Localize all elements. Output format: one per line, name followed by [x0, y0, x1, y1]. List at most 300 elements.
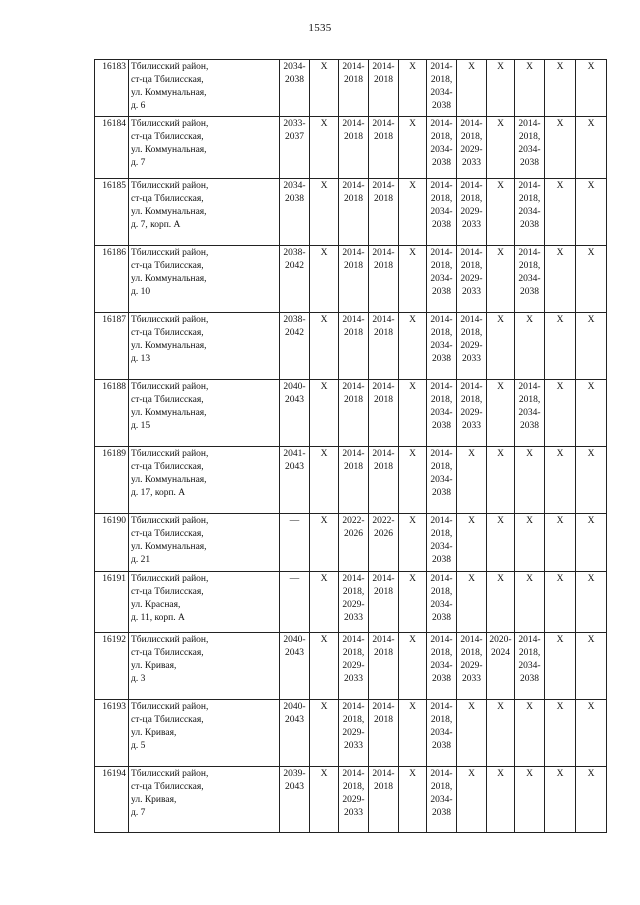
address-line: д. 6 — [131, 101, 146, 112]
period-line: 2014- — [372, 62, 395, 72]
period-line: 2018, — [430, 587, 453, 598]
address-line: д. 5 — [131, 741, 146, 752]
period-line: 2038 — [432, 613, 451, 624]
period-cell — [457, 246, 487, 313]
period-cell — [339, 313, 369, 380]
period-line: X — [587, 769, 595, 779]
address-line: ст-ца Тбилисская, — [131, 395, 204, 406]
period-line: 2018 — [374, 782, 393, 793]
period-line: 2018, — [342, 782, 365, 793]
period-line: X — [320, 769, 328, 779]
period-cell — [399, 179, 427, 246]
period-line: 2014- — [430, 516, 453, 526]
period-line: 2038- — [283, 248, 306, 258]
period-line: X — [320, 516, 328, 526]
row-number-cell: 16186 — [95, 246, 129, 313]
period-line: X — [587, 248, 595, 258]
period-cell — [280, 246, 310, 313]
period-line: X — [468, 62, 475, 72]
period-cell — [280, 572, 310, 633]
period-cell — [545, 767, 576, 833]
period-line: 2034- — [430, 661, 453, 672]
period-cell — [280, 117, 310, 179]
period-line: 2014- — [430, 248, 453, 258]
address-cell — [129, 767, 280, 833]
period-line: X — [320, 62, 328, 72]
period-line: X — [526, 315, 533, 325]
period-line: 2018 — [344, 395, 363, 406]
period-line: 2018 — [374, 132, 393, 143]
period-cell — [457, 700, 487, 767]
period-cell — [339, 633, 369, 700]
period-line: — — [289, 516, 300, 526]
period-line: 2018 — [344, 328, 363, 339]
period-cell — [339, 447, 369, 514]
period-line: 2042 — [285, 328, 304, 339]
address-line: Тбилисский район, — [131, 382, 209, 392]
period-cell — [576, 447, 607, 514]
period-line: 2014- — [430, 769, 453, 779]
period-cell — [457, 179, 487, 246]
registry-body — [95, 60, 607, 833]
period-line: X — [409, 516, 416, 526]
period-line: 2018 — [374, 194, 393, 205]
address-line: Тбилисский район, — [131, 449, 209, 459]
period-cell — [457, 117, 487, 179]
period-line: X — [409, 62, 416, 72]
period-line: X — [497, 382, 504, 392]
row-number-cell: 16185 — [95, 179, 129, 246]
period-cell — [515, 313, 545, 380]
period-line: 2014- — [518, 248, 541, 258]
address-cell — [129, 633, 280, 700]
period-cell — [515, 60, 545, 117]
period-cell — [576, 117, 607, 179]
address-line: ул. Коммунальная, — [131, 207, 207, 218]
period-cell — [515, 117, 545, 179]
period-line: 2038 — [432, 555, 451, 566]
period-cell — [427, 572, 457, 633]
period-cell — [427, 313, 457, 380]
period-cell — [545, 60, 576, 117]
period-line: X — [556, 635, 564, 645]
period-line: 2033 — [462, 421, 481, 432]
table-row — [95, 179, 607, 246]
period-line: 2034- — [430, 207, 453, 218]
period-line: X — [556, 449, 564, 459]
period-line: 2014- — [460, 315, 483, 325]
period-line: 2038 — [520, 674, 539, 685]
period-line: 2014- — [372, 382, 395, 392]
period-line: 2038 — [432, 158, 451, 169]
period-cell — [457, 313, 487, 380]
period-cell — [310, 700, 339, 767]
period-cell — [339, 572, 369, 633]
address-cell — [129, 380, 280, 447]
table-row — [95, 700, 607, 767]
address-line: ул. Кривая, — [131, 795, 177, 806]
address-line: ул. Кривая, — [131, 728, 177, 739]
period-line: 2018, — [430, 782, 453, 793]
period-cell — [339, 514, 369, 572]
period-cell — [280, 313, 310, 380]
period-cell — [515, 246, 545, 313]
address-line: ст-ца Тбилисская, — [131, 194, 204, 205]
period-cell — [399, 60, 427, 117]
period-cell — [487, 447, 515, 514]
period-line: 2043 — [285, 782, 304, 793]
period-line: 2014- — [342, 181, 365, 191]
period-cell — [545, 514, 576, 572]
period-cell — [339, 117, 369, 179]
row-number-cell: 16193 — [95, 700, 129, 767]
period-line: 2018, — [460, 328, 483, 339]
period-line: 2014- — [518, 181, 541, 191]
period-cell — [457, 633, 487, 700]
period-cell — [310, 380, 339, 447]
table-row — [95, 633, 607, 700]
address-cell — [129, 514, 280, 572]
period-line: 2033 — [344, 741, 363, 752]
period-line: X — [409, 574, 416, 584]
period-cell — [399, 767, 427, 833]
address-cell — [129, 572, 280, 633]
table-row — [95, 572, 607, 633]
period-cell — [399, 572, 427, 633]
address-line: Тбилисский район, — [131, 248, 209, 258]
period-line: X — [497, 769, 504, 779]
address-line: Тбилисский район, — [131, 315, 209, 325]
period-line: 2018, — [518, 132, 541, 143]
period-cell — [369, 700, 399, 767]
period-line: 2029- — [342, 600, 365, 611]
period-line: 2033 — [344, 808, 363, 819]
table-row — [95, 117, 607, 179]
period-line: 2026 — [374, 529, 393, 540]
period-line: 2034- — [430, 475, 453, 486]
period-line: 2018, — [460, 261, 483, 272]
period-line: X — [587, 62, 595, 72]
period-line: X — [556, 62, 564, 72]
period-line: 2034- — [430, 145, 453, 156]
page-number: 1535 — [308, 22, 332, 34]
period-line: 2043 — [285, 715, 304, 726]
period-line: 2014- — [430, 449, 453, 459]
period-line: 2033 — [462, 287, 481, 298]
period-cell — [487, 700, 515, 767]
period-line: 2033 — [462, 354, 481, 365]
period-cell — [427, 117, 457, 179]
period-line: 2038 — [285, 75, 304, 86]
period-cell — [545, 700, 576, 767]
period-line: 2014- — [372, 574, 395, 584]
period-cell — [310, 313, 339, 380]
period-line: X — [320, 635, 328, 645]
period-line: 2043 — [285, 395, 304, 406]
period-cell — [545, 633, 576, 700]
period-cell — [369, 60, 399, 117]
row-number-cell: 16194 — [95, 767, 129, 833]
address-cell — [129, 179, 280, 246]
period-cell — [487, 514, 515, 572]
period-cell — [576, 380, 607, 447]
period-line: X — [409, 181, 416, 191]
period-cell — [427, 700, 457, 767]
period-cell — [310, 179, 339, 246]
period-cell — [515, 380, 545, 447]
period-cell — [487, 767, 515, 833]
period-line: 2034- — [430, 795, 453, 806]
period-line: 2038 — [432, 741, 451, 752]
period-cell — [399, 447, 427, 514]
period-cell — [487, 633, 515, 700]
address-line: ст-ца Тбилисская, — [131, 782, 204, 793]
period-line: X — [587, 516, 595, 526]
address-line: ст-ца Тбилисская, — [131, 132, 204, 143]
period-line: 2018, — [518, 194, 541, 205]
period-cell — [280, 514, 310, 572]
period-line: X — [526, 516, 533, 526]
period-line: X — [526, 449, 533, 459]
address-line: ул. Коммунальная, — [131, 408, 207, 419]
period-line: 2014- — [372, 119, 395, 129]
table-row — [95, 60, 607, 117]
period-line: 2033- — [283, 119, 306, 129]
address-cell — [129, 60, 280, 117]
period-line: 2038 — [432, 287, 451, 298]
address-line: ст-ца Тбилисская, — [131, 462, 204, 473]
period-cell — [576, 514, 607, 572]
period-cell — [339, 60, 369, 117]
period-cell — [545, 380, 576, 447]
period-cell — [576, 633, 607, 700]
period-line: X — [409, 769, 416, 779]
period-cell — [369, 313, 399, 380]
period-cell — [515, 633, 545, 700]
period-cell — [487, 246, 515, 313]
period-line: 2018, — [430, 529, 453, 540]
address-line: ул. Коммунальная, — [131, 542, 207, 553]
period-line: 2034- — [518, 661, 541, 672]
period-line: X — [556, 516, 564, 526]
period-line: 2033 — [462, 674, 481, 685]
period-line: X — [556, 382, 564, 392]
period-cell — [310, 633, 339, 700]
period-line: X — [468, 449, 475, 459]
period-cell — [399, 700, 427, 767]
period-cell — [487, 380, 515, 447]
table-row — [95, 767, 607, 833]
period-line: X — [409, 635, 416, 645]
period-line: X — [320, 248, 328, 258]
row-number-cell: 16189 — [95, 447, 129, 514]
period-line: 2038 — [520, 287, 539, 298]
period-line: 2040- — [283, 635, 306, 645]
period-line: 2034- — [518, 408, 541, 419]
period-line: X — [556, 574, 564, 584]
period-cell — [576, 767, 607, 833]
period-cell — [545, 313, 576, 380]
period-cell — [369, 447, 399, 514]
period-line: X — [587, 702, 595, 712]
period-line: X — [587, 119, 595, 129]
period-line: 2014- — [518, 635, 541, 645]
period-cell — [280, 767, 310, 833]
period-cell — [457, 572, 487, 633]
period-cell — [545, 246, 576, 313]
period-line: 2014- — [460, 119, 483, 129]
period-line: 2018 — [374, 328, 393, 339]
period-line: 2018, — [430, 648, 453, 659]
period-line: 2033 — [344, 613, 363, 624]
period-cell — [457, 60, 487, 117]
period-line: X — [497, 702, 504, 712]
period-line: 2022- — [372, 516, 395, 526]
period-line: 2014- — [342, 702, 365, 712]
period-line: 2018, — [460, 648, 483, 659]
period-line: X — [587, 574, 595, 584]
period-cell — [427, 179, 457, 246]
period-line: 2034- — [430, 728, 453, 739]
period-line: 2018 — [374, 462, 393, 473]
row-number-cell: 16190 — [95, 514, 129, 572]
period-line: X — [468, 702, 475, 712]
period-line: 2029- — [460, 341, 483, 352]
period-cell — [457, 514, 487, 572]
period-line: X — [526, 702, 533, 712]
period-line: X — [526, 574, 533, 584]
address-line: д. 10 — [131, 287, 151, 298]
address-line: Тбилисский район, — [131, 574, 209, 584]
period-line: 2014- — [372, 702, 395, 712]
period-cell — [515, 700, 545, 767]
period-line: X — [409, 449, 416, 459]
period-line: 2018 — [344, 194, 363, 205]
period-line: 2018 — [374, 648, 393, 659]
period-line: X — [497, 574, 504, 584]
period-line: 2014- — [460, 181, 483, 191]
period-cell — [339, 700, 369, 767]
period-cell — [427, 60, 457, 117]
period-line: 2034- — [430, 88, 453, 99]
period-line: 2043 — [285, 648, 304, 659]
period-line: 2018, — [342, 648, 365, 659]
period-cell — [545, 447, 576, 514]
period-line: 2034- — [518, 274, 541, 285]
period-cell — [576, 700, 607, 767]
period-line: 2042 — [285, 261, 304, 272]
period-cell — [280, 179, 310, 246]
address-line: д. 7 — [131, 158, 146, 169]
address-line: ул. Коммунальная, — [131, 88, 207, 99]
period-line: 2018, — [430, 462, 453, 473]
period-line: X — [320, 315, 328, 325]
period-line: X — [587, 635, 595, 645]
period-cell — [369, 380, 399, 447]
period-line: 2018 — [374, 261, 393, 272]
period-line: 2018, — [430, 715, 453, 726]
period-cell — [515, 767, 545, 833]
period-line: 2014- — [342, 769, 365, 779]
period-line: 2014- — [430, 181, 453, 191]
period-line: 2018 — [344, 75, 363, 86]
period-line: 2014- — [342, 62, 365, 72]
address-line: Тбилисский район, — [131, 769, 209, 779]
period-line: 2014- — [430, 702, 453, 712]
period-cell — [339, 179, 369, 246]
address-line: д. 11, корп. А — [131, 613, 185, 624]
address-cell — [129, 313, 280, 380]
period-line: X — [497, 119, 504, 129]
period-cell — [545, 117, 576, 179]
period-line: 2020- — [489, 635, 512, 645]
period-line: X — [468, 516, 475, 526]
period-cell — [399, 313, 427, 380]
period-line: X — [497, 449, 504, 459]
period-line: 2014- — [342, 248, 365, 258]
period-line: 2018, — [342, 587, 365, 598]
period-line: 2038 — [432, 220, 451, 231]
period-cell — [576, 313, 607, 380]
period-line: 2034- — [430, 341, 453, 352]
period-line: 2038 — [432, 674, 451, 685]
period-line: 2026 — [344, 529, 363, 540]
period-cell — [427, 447, 457, 514]
period-line: 2018 — [374, 395, 393, 406]
period-line: 2034- — [518, 207, 541, 218]
period-cell — [369, 246, 399, 313]
period-line: 2040- — [283, 702, 306, 712]
period-line: 2018, — [518, 648, 541, 659]
period-line: 2018 — [374, 75, 393, 86]
period-cell — [457, 767, 487, 833]
address-line: д. 7, корп. А — [131, 220, 181, 231]
period-line: 2018, — [460, 194, 483, 205]
period-line: 2018, — [518, 395, 541, 406]
period-cell — [310, 246, 339, 313]
row-number-cell: 16184 — [95, 117, 129, 179]
period-line: X — [587, 449, 595, 459]
period-cell — [457, 380, 487, 447]
period-cell — [369, 179, 399, 246]
period-cell — [310, 60, 339, 117]
address-line: ул. Кривая, — [131, 661, 177, 672]
period-line: 2034- — [518, 145, 541, 156]
period-line: 2029- — [342, 728, 365, 739]
period-cell — [339, 380, 369, 447]
period-cell — [280, 633, 310, 700]
period-line: 2038 — [432, 488, 451, 499]
period-cell — [339, 246, 369, 313]
period-line: 2037 — [285, 132, 304, 143]
period-line: 2014- — [372, 315, 395, 325]
address-line: Тбилисский район, — [131, 62, 209, 72]
period-line: X — [497, 516, 504, 526]
address-line: ст-ца Тбилисская, — [131, 648, 204, 659]
period-line: 2033 — [462, 158, 481, 169]
period-cell — [280, 60, 310, 117]
address-line: ул. Коммунальная, — [131, 475, 207, 486]
period-cell — [280, 380, 310, 447]
table-row — [95, 514, 607, 572]
address-line: ст-ца Тбилисская, — [131, 75, 204, 86]
period-line: X — [497, 181, 504, 191]
period-line: 2018, — [430, 194, 453, 205]
period-line: 2038 — [432, 808, 451, 819]
period-line: X — [556, 248, 564, 258]
period-cell — [427, 767, 457, 833]
period-line: 2014- — [430, 382, 453, 392]
